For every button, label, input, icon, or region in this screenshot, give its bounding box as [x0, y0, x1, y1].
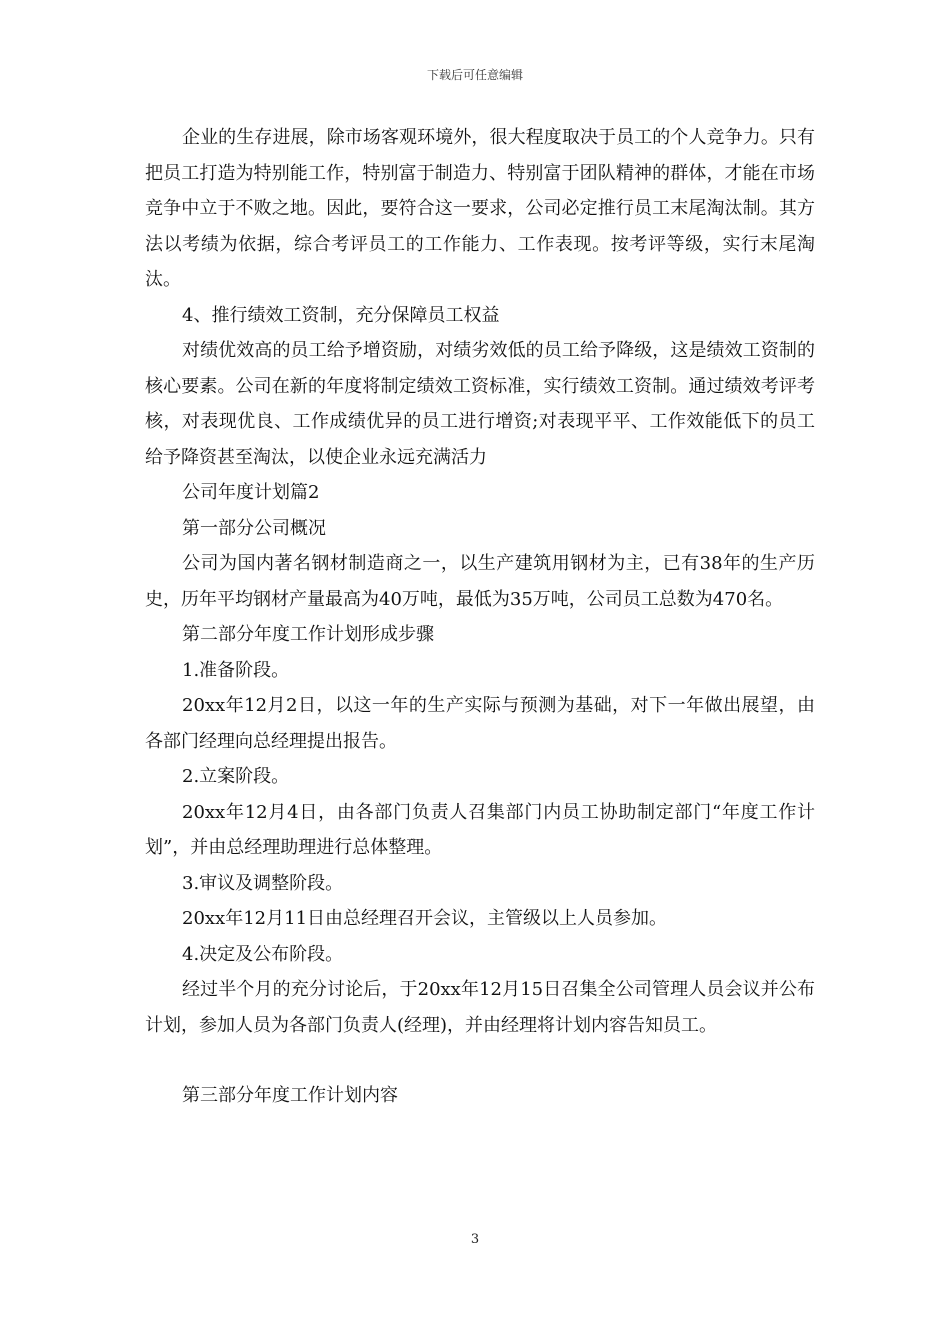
- paragraph-performance-pay: 对绩优效高的员工给予增资励，对绩劣效低的员工给予降级，这是绩效工资制的核心要素。公司在新的年度将制定绩效工资标准，实行绩效工资制。通过绩效考评考核，对表现优良、工作成绩优异的员工进行增资;对表现平平、工作效能低下的员工给予降资甚至淘汰，以使企业永远充满活力: [145, 340, 815, 468]
- page-number: 3: [470, 1232, 480, 1247]
- heading-part-two: 第二部分年度工作计划形成步骤: [182, 624, 434, 645]
- step-review: 3.审议及调整阶段。: [182, 872, 344, 894]
- paragraph-elimination-system: 企业的生存进展，除市场客观环境外，很大程度取决于员工的个人竞争力。只有把员工打造为特别能工作，特别富于制造力、特别富于团队精神的群体，才能在市场竞争中立于不败之地。因此，要符合这一要求，公司必定推行员工末尾淘汰制。其方法以考绩为依据，综合考评员工的工作能力、工作表现。按考评等级，实行末尾淘汰。: [145, 127, 815, 290]
- paragraph-company-overview: 公司为国内著名钢材制造商之一，以生产建筑用钢材为主，已有38年的生产历史，历年平均钢材产量最高为40万吨，最低为35万吨，公司员工总数为470名。: [145, 553, 815, 610]
- document-body: [145, 120, 815, 1114]
- step-preparation: 1.准备阶段。: [182, 659, 290, 681]
- heading-performance-pay: 4、推行绩效工资制，充分保障员工权益: [182, 304, 500, 326]
- heading-part-one: 第一部分公司概况: [182, 517, 326, 539]
- heading-part-three: 第三部分年度工作计划内容: [182, 1085, 398, 1106]
- step-decision: 4.决定及公布阶段。: [182, 943, 344, 965]
- heading-annual-plan-2: 公司年度计划篇2: [182, 482, 320, 503]
- paragraph-filing: 20xx年12月4日，由各部门负责人召集部门内员工协助制定部门“年度工作计划”，并由总经理助理进行总体整理。: [145, 801, 815, 858]
- page-header-note: 下载后可任意编辑: [426, 68, 523, 82]
- paragraph-review: 20xx年12月11日由总经理召开会议，主管级以上人员参加。: [182, 908, 668, 929]
- step-filing: 2.立案阶段。: [182, 766, 290, 787]
- paragraph-decision: 经过半个月的充分讨论后，于20xx年12月15日召集全公司管理人员会议并公布计划，参加人员为各部门负责人(经理)，并由经理将计划内容告知员工。: [145, 979, 815, 1036]
- paragraph-preparation: 20xx年12月2日，以这一年的生产实际与预测为基础，对下一年做出展望，由各部门经理向总经理提出报告。: [145, 695, 815, 752]
